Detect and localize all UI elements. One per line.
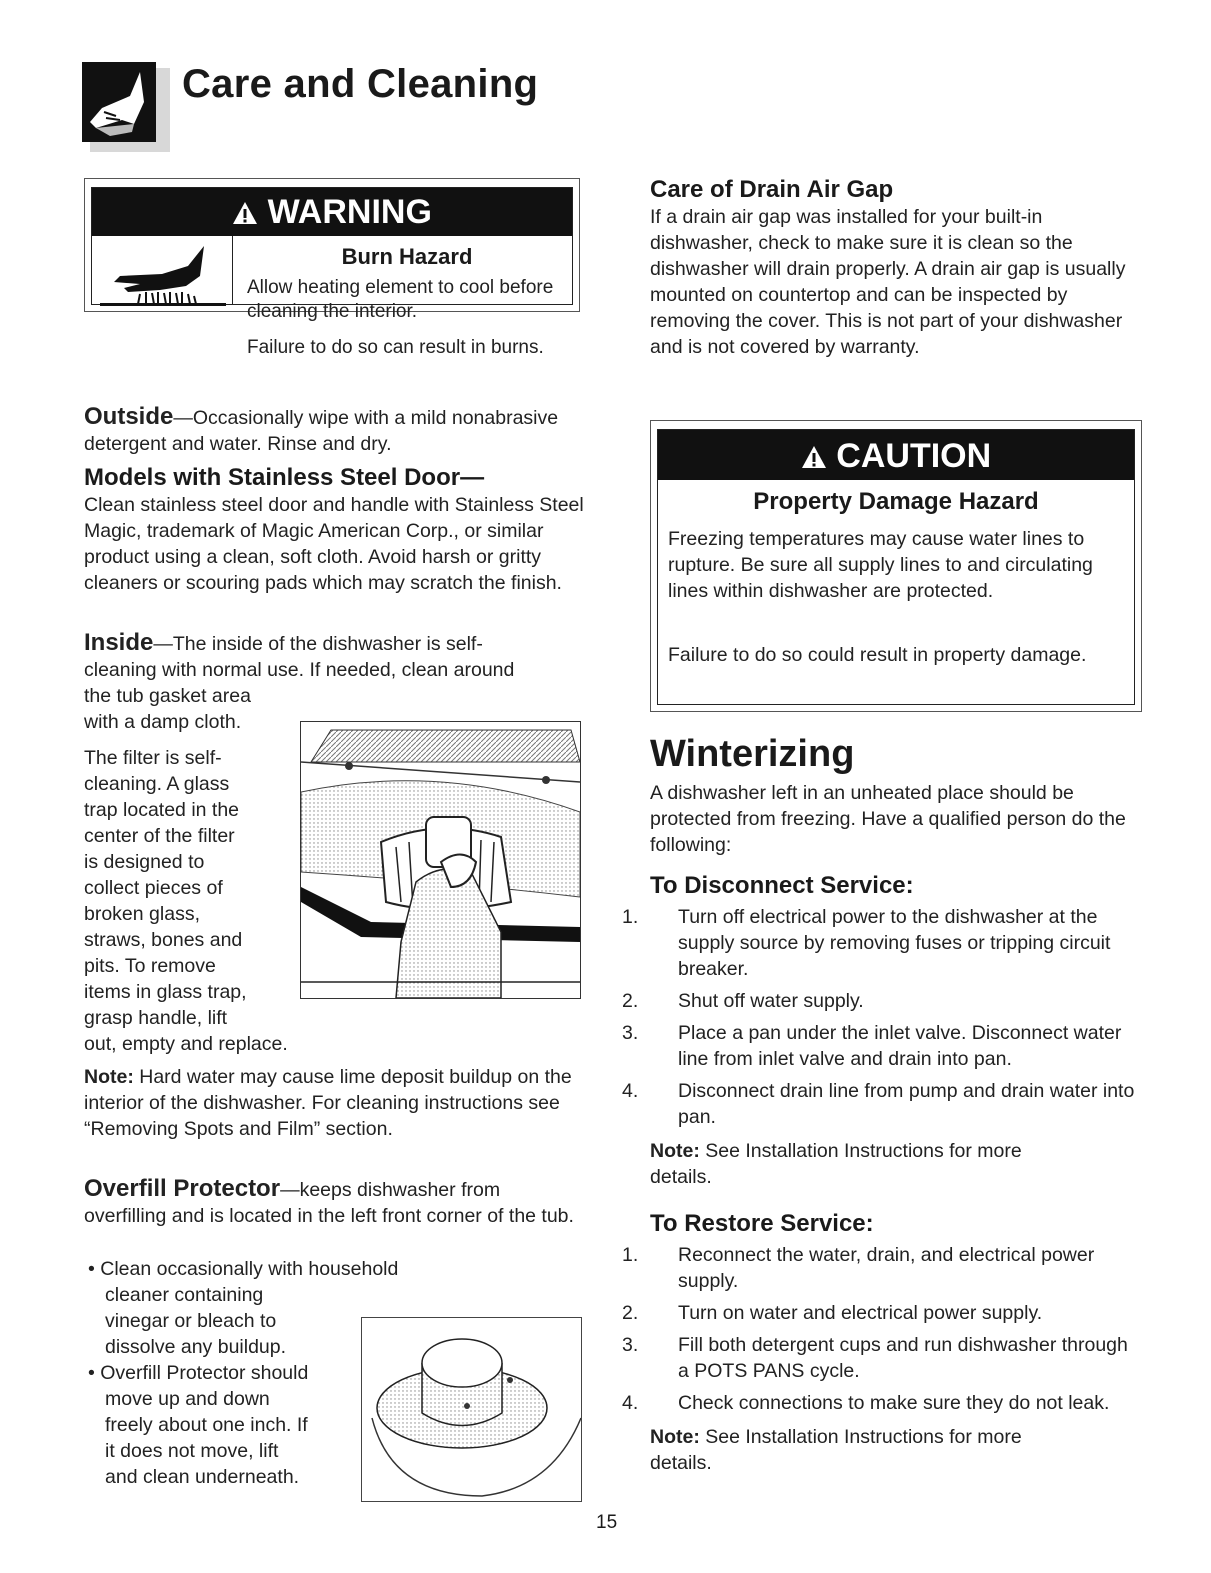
warning-text-2: Failure to do so can result in burns. [247, 337, 544, 358]
note-text: Hard water may cause lime deposit buildup on the interior of the dishwasher. For cleaning instructions see “Removing Spots and Film” section. [84, 1066, 572, 1140]
disconnect-section [622, 872, 1140, 1190]
overfill-bullet-1: • Clean occasionally with household cleaner containing vinegar or bleach to dissolve any buildup. [88, 1256, 468, 1360]
property-damage-title: Property Damage Hazard [753, 488, 1039, 515]
drain-air-gap-section [650, 176, 1140, 360]
restore-note: Note: See Installation Instructions for more details. [650, 1426, 1022, 1474]
outside-text: —Occasionally wipe with a mild nonabrasive detergent and water. Rinse and dry. [84, 407, 559, 455]
warning-header-label: WARNING [267, 193, 432, 231]
caution-box [650, 420, 1142, 712]
bullet-line: freely about one inch. If [105, 1414, 308, 1436]
inside-line-2: cleaning with normal use. If needed, clean around [84, 659, 515, 681]
restore-heading: To Restore Service: [650, 1210, 874, 1237]
stainless-text: Clean stainless steel door and handle with Stainless Steel Magic, trademark of Magic American Corp., or similar product using a clean, soft cloth. Avoid harsh or gritty cleaners or scouring pads which may scratch the finish. [84, 494, 584, 594]
overfill-paragraph [84, 1176, 578, 1229]
bullet-line: vinegar or bleach to [105, 1310, 277, 1332]
overfill-bullet-2: • Overfill Protector should move up and down freely about one inch. If it does not move, lift and clean underneath. [88, 1360, 468, 1490]
note-label: Note: [84, 1066, 134, 1088]
inside-line-1: —The inside of the dishwasher is self- [153, 633, 483, 655]
winterizing-intro: A dishwasher left in an unheated place should be protected from freezing. Have a qualified person do the following: [650, 782, 1126, 856]
hand-over-heating-element-icon [100, 246, 226, 306]
bullet-line: cleaner containing [105, 1284, 264, 1306]
disconnect-note: Note: See Installation Instructions for more details. [650, 1140, 1022, 1188]
inside-intro [84, 630, 578, 735]
hard-water-note [84, 1064, 578, 1142]
caution-header [658, 430, 1134, 480]
page-title: Care and Cleaning [182, 62, 539, 106]
glass-trap-illustration [300, 721, 581, 999]
winterizing-title: Winterizing [650, 733, 855, 775]
restore-section [622, 1210, 1140, 1476]
restore-step: 3. Fill both detergent cups and run dishwasher through a POTS PANS cycle. [622, 1334, 1128, 1382]
bullet-line: and clean underneath. [105, 1466, 300, 1488]
outside-heading: Outside [84, 403, 174, 430]
warning-box [84, 178, 580, 358]
disconnect-step: 3. Place a pan under the inlet valve. Disconnect water line from inlet valve and drain into pan. [622, 1022, 1122, 1070]
bullet-line: dissolve any buildup. [105, 1336, 287, 1358]
filter-line: broken glass, [84, 903, 200, 925]
filter-line: trap located in the [84, 799, 240, 821]
filter-line: cleaning. A glass [84, 773, 230, 795]
warning-header [92, 188, 572, 236]
restore-step: 4. Check connections to make sure they do not leak. [622, 1392, 1110, 1414]
drain-air-gap-heading: Care of Drain Air Gap [650, 176, 894, 203]
disconnect-heading: To Disconnect Service: [650, 872, 914, 899]
filter-line: center of the filter [84, 825, 235, 847]
filter-line: items in glass trap, [84, 981, 247, 1003]
care-cleaning-icon [82, 62, 174, 154]
outside-paragraph [84, 404, 578, 457]
inside-line-4: with a damp cloth. [84, 711, 242, 733]
filter-line: out, empty and replace. [84, 1033, 288, 1055]
stainless-section [84, 464, 584, 596]
page-number: 15 [596, 1512, 618, 1533]
caution-header-label: CAUTION [836, 437, 992, 475]
warning-triangle-icon [801, 437, 836, 475]
drain-air-gap-text: If a drain air gap was installed for your built-in dishwasher, check to make sure it is clean so the dishwasher will drain properly. A drain air gap is usually mounted on countertop and can be inspected by removing the cover. This is not part of your dishwasher and is not covered by warranty. [650, 206, 1126, 358]
bullet-line: it does not move, lift [105, 1440, 279, 1462]
bullet-line: Clean occasionally with household [100, 1258, 399, 1280]
caution-text-2: Failure to do so could result in property damage. [668, 644, 1087, 666]
disconnect-step: 4. Disconnect drain line from pump and drain water into pan. [622, 1080, 1135, 1128]
restore-step: 2. Turn on water and electrical power supply. [622, 1302, 1043, 1324]
filter-line: straws, bones and [84, 929, 243, 951]
overfill-text: —keeps dishwasher from overfilling and is located in the left front corner of the tub. [84, 1179, 574, 1227]
stainless-heading: Models with Stainless Steel Door— [84, 464, 485, 491]
bullet-line: move up and down [105, 1388, 270, 1410]
filter-line: grasp handle, lift [84, 1007, 228, 1029]
filter-line: collect pieces of [84, 877, 223, 899]
filter-line: is designed to [84, 851, 205, 873]
disconnect-step: 2. Shut off water supply. [622, 990, 864, 1012]
inside-heading: Inside [84, 629, 154, 656]
restore-step: 1. Reconnect the water, drain, and electrical power supply. [622, 1244, 1095, 1292]
filter-line: pits. To remove [84, 955, 216, 977]
disconnect-step: 1. Turn off electrical power to the dishwasher at the supply source by removing fuses or tripping circuit breaker. [622, 906, 1111, 980]
overfill-heading: Overfill Protector [84, 1175, 281, 1202]
warning-triangle-icon [232, 193, 267, 231]
warning-text-1: Allow heating element to cool before cleaning the interior. [247, 277, 554, 322]
overfill-protector-illustration [361, 1317, 582, 1502]
caution-text-1: Freezing temperatures may cause water lines to rupture. Be sure all supply lines to and circulating lines within dishwasher are protected. [668, 528, 1093, 602]
filter-line: The filter is self- [84, 747, 222, 769]
bullet-line: Overfill Protector should [100, 1362, 309, 1384]
inside-line-3: the tub gasket area [84, 685, 251, 707]
warning-divider [232, 236, 233, 304]
burn-hazard-title: Burn Hazard [341, 244, 473, 269]
